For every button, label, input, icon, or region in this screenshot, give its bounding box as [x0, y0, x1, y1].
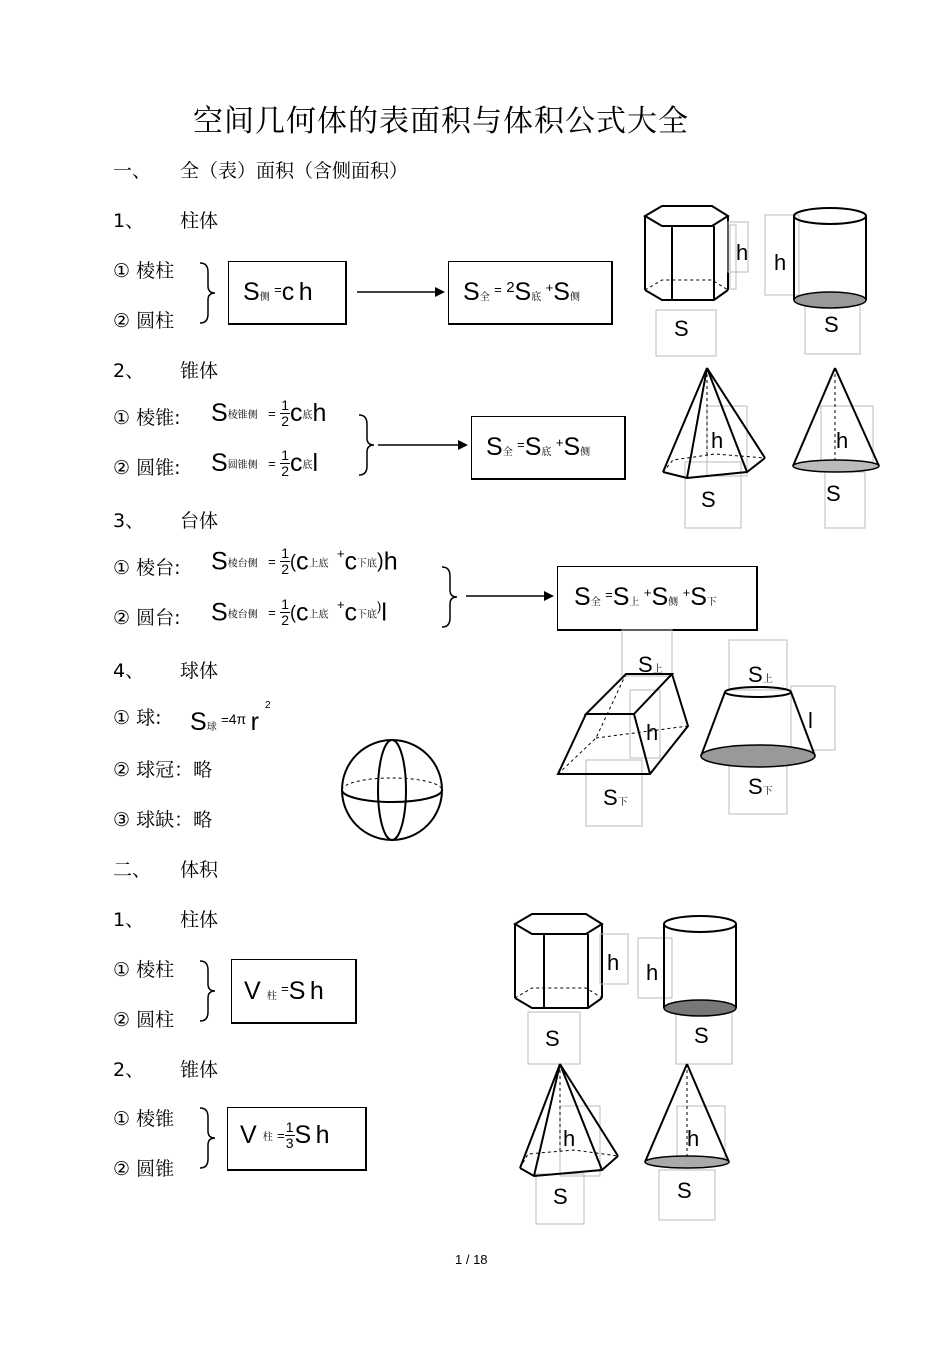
equals-sign: = [277, 1128, 285, 1143]
fraction-numerator: 1 [281, 596, 289, 613]
fig-label-S: S [826, 481, 841, 506]
symbol-S: S [563, 433, 581, 461]
symbol-S: S [524, 433, 542, 461]
symbol-S: S [651, 583, 669, 611]
symbol-S: S [211, 449, 228, 477]
section-2-number: 二、 [113, 859, 152, 881]
subscript: 棱台侧 [227, 609, 258, 621]
arrow-icon [466, 589, 556, 603]
fraction-denominator: 3 [285, 1135, 294, 1151]
fig-label-S-bottom [603, 785, 628, 811]
formula-box-lateral-prism [228, 261, 347, 325]
arrow-icon [378, 438, 470, 452]
symbol-S: S [211, 399, 228, 427]
symbol-h: h [312, 399, 327, 427]
subscript: 上底 [308, 558, 329, 570]
paren-left: ( [289, 602, 296, 623]
symbol-S: S [603, 785, 618, 810]
subscript: 上底 [308, 609, 329, 621]
symbol-V: V [244, 977, 261, 1005]
symbol-c: c [295, 598, 309, 627]
s1-1-number: 1、 [113, 210, 145, 232]
s2-1-heading: 柱体 [180, 909, 219, 931]
symbol-S: S [748, 662, 763, 687]
brace-icon [440, 566, 460, 628]
equals-sign: = [274, 282, 282, 297]
equals-sign: = [268, 406, 276, 421]
s1-3-item-frustum-pyramid: ① 棱台: [113, 557, 181, 579]
symbol-S: S [463, 278, 480, 306]
formula-box-total-prism [448, 261, 613, 325]
plus-sign: + [682, 585, 691, 600]
cylinder-figure-volume [628, 908, 748, 1068]
equals-sign: = [605, 587, 613, 602]
s1-2-number: 2、 [113, 360, 145, 382]
formula-sphere-surface [190, 700, 271, 737]
subscript-ce: 侧 [668, 597, 679, 608]
s1-4-heading: 球体 [180, 660, 219, 682]
arrow-icon [357, 285, 447, 299]
symbol-S: S [690, 583, 707, 611]
formula-lateral-frustum-cone [211, 597, 387, 628]
subscript-quan: 全 [502, 447, 513, 458]
fraction-numerator: 1 [281, 545, 289, 562]
s2-1-number: 1、 [113, 909, 145, 931]
fraction-denominator: 2 [281, 463, 289, 479]
fig-label-S: S [674, 316, 689, 341]
paren-right: ) [377, 599, 382, 614]
subscript-ce: 侧 [580, 447, 591, 458]
s2-1-item-prism: ① 棱柱 [113, 959, 175, 981]
s1-4-number: 4、 [113, 660, 145, 682]
fig-label-S: S [553, 1184, 568, 1209]
subscript-qiu: 球 [206, 722, 217, 733]
symbol-S: S [748, 774, 763, 799]
symbol-S: S [553, 278, 570, 306]
fraction-denominator: 2 [281, 612, 289, 629]
section-2-heading: 体积 [180, 859, 219, 881]
symbol-h: h [298, 278, 313, 306]
subscript-zhu: 柱 [266, 991, 277, 1002]
equals-sign: = [268, 605, 276, 621]
fig-label-S-top [748, 662, 773, 688]
fig-label-h: h [774, 250, 787, 275]
subscript-ce: 侧 [569, 292, 580, 303]
formula-lateral-cone [211, 448, 318, 479]
symbol-S: S [288, 977, 306, 1005]
subscript: 圆锥侧 [227, 460, 258, 471]
fig-label-S-top [638, 652, 663, 678]
fig-label-h: h [646, 720, 659, 745]
plus-sign: + [555, 435, 564, 450]
s1-4-item-cap: ② 球冠：略 [113, 759, 213, 781]
cylinder-figure [755, 200, 875, 360]
formula-box-total-frustum [557, 566, 758, 631]
brace-icon [198, 1107, 218, 1169]
subscript-quan: 全 [590, 597, 601, 608]
symbol-S: S [243, 278, 260, 306]
symbol-S: S [294, 1121, 312, 1149]
symbol-S: S [514, 278, 532, 306]
fraction-numerator: 1 [281, 397, 289, 413]
fig-label-h: h [563, 1126, 576, 1151]
subscript: 棱台侧 [227, 558, 258, 570]
coefficient-4pi: 4π [228, 711, 247, 727]
subscript-zhu: 柱 [262, 1132, 273, 1143]
fig-label-l: l [808, 708, 813, 733]
s2-2-number: 2、 [113, 1059, 145, 1081]
fig-label-S: S [824, 312, 839, 337]
s1-2-item-cone: ② 圆锥: [113, 457, 181, 479]
section-1-heading: 全（表）面积（含侧面积） [180, 160, 409, 182]
subscript-di: 底 [302, 410, 313, 421]
symbol-c: c [344, 547, 358, 576]
fig-label-S: S [545, 1026, 560, 1051]
symbol-S: S [638, 652, 653, 677]
section-1-number: 一、 [113, 160, 152, 182]
plus-sign: + [643, 585, 652, 600]
symbol-c: c [289, 449, 303, 477]
s2-2-item-cone: ② 圆锥 [113, 1158, 175, 1180]
equals-sign: = [494, 282, 502, 297]
s1-1-item-cylinder: ② 圆柱 [113, 310, 175, 332]
s1-4-item-segment: ③ 球缺：略 [113, 809, 213, 831]
s2-2-item-pyramid: ① 棱锥 [113, 1108, 175, 1130]
subscript-xia: 下 [617, 797, 628, 808]
fraction-denominator: 2 [281, 561, 289, 578]
brace-icon [198, 262, 218, 324]
symbol-S: S [190, 708, 207, 736]
subscript-di: 底 [531, 292, 542, 303]
symbol-l: l [381, 598, 387, 627]
page-number: 1 / 18 [455, 1252, 488, 1267]
hex-prism-figure-volume [508, 908, 638, 1068]
symbol-S: S [574, 583, 591, 611]
symbol-S: S [211, 547, 228, 576]
fig-label-h: h [607, 950, 620, 975]
subscript: 下底 [357, 609, 378, 621]
symbol-V: V [240, 1121, 257, 1149]
symbol-h: h [309, 977, 324, 1005]
s1-3-heading: 台体 [180, 510, 219, 532]
subscript-shang: 上 [652, 664, 663, 675]
equals-sign: = [517, 437, 525, 452]
symbol-l: l [312, 449, 319, 477]
fig-label-h: h [711, 428, 724, 453]
symbol-c: c [295, 547, 309, 576]
paren-left: ( [289, 551, 296, 572]
paren-right: ) [377, 550, 384, 573]
equals-sign: = [281, 981, 289, 996]
fig-label-h: h [646, 960, 659, 985]
symbol-S: S [486, 433, 503, 461]
symbol-c: c [344, 598, 358, 627]
subscript-ce: 侧 [259, 292, 270, 303]
subscript-xia: 下 [706, 597, 717, 608]
s1-4-item-sphere: ① 球: [113, 707, 162, 729]
subscript-di: 底 [302, 460, 313, 471]
fig-label-S: S [701, 487, 716, 512]
symbol-c: c [281, 278, 295, 306]
fig-label-h: h [836, 428, 849, 453]
fig-label-S: S [694, 1023, 709, 1048]
equals-sign: = [268, 456, 276, 471]
s1-2-item-pyramid: ① 棱锥: [113, 407, 181, 429]
sphere-figure [340, 738, 444, 842]
equals-sign: = [268, 554, 276, 570]
subscript: 棱锥侧 [227, 410, 258, 421]
fraction-numerator: 1 [281, 447, 289, 463]
symbol-S: S [612, 583, 630, 611]
s1-3-item-frustum-cone: ② 圆台: [113, 607, 181, 629]
fig-label-h: h [687, 1126, 700, 1151]
formula-box-volume-cone [227, 1107, 367, 1171]
symbol-r: r [250, 708, 259, 736]
s1-1-heading: 柱体 [180, 210, 219, 232]
subscript: 下底 [357, 558, 378, 570]
subscript-di: 底 [541, 447, 552, 458]
s2-1-item-cylinder: ② 圆柱 [113, 1009, 175, 1031]
frustum-prism-figure [550, 630, 710, 830]
s2-2-heading: 锥体 [180, 1059, 219, 1081]
fig-label-h: h [736, 240, 749, 265]
fig-label-S: S [677, 1178, 692, 1203]
equals-sign: = [221, 712, 229, 727]
symbol-c: c [289, 399, 303, 427]
s1-3-number: 3、 [113, 510, 145, 532]
formula-lateral-pyramid [211, 398, 326, 429]
fraction-numerator: 1 [285, 1119, 294, 1135]
formula-box-total-cone [471, 416, 626, 480]
symbol-h: h [315, 1121, 330, 1149]
symbol-S: S [211, 598, 228, 627]
plus-sign: + [545, 280, 554, 295]
subscript-shang: 上 [762, 674, 773, 685]
s1-1-item-prism: ① 棱柱 [113, 260, 175, 282]
fig-label-S-bottom [748, 774, 773, 800]
brace-icon [198, 960, 218, 1022]
subscript-xia: 下 [762, 786, 773, 797]
brace-icon [357, 414, 377, 476]
s1-2-heading: 锥体 [180, 360, 219, 382]
exponent-2: 2 [264, 700, 271, 711]
hex-prism-figure [640, 200, 770, 360]
fraction-denominator: 2 [281, 413, 289, 429]
page-title: 空间几何体的表面积与体积公式大全 [193, 104, 689, 139]
subscript-quan: 全 [479, 292, 490, 303]
subscript-shang: 上 [629, 597, 640, 608]
plus-sign: + [336, 546, 345, 561]
coefficient-2: 2 [506, 279, 515, 296]
formula-lateral-frustum-pyramid [211, 546, 398, 577]
formula-box-volume-prism [231, 959, 357, 1024]
plus-sign: + [336, 597, 345, 612]
symbol-h: h [383, 547, 398, 576]
